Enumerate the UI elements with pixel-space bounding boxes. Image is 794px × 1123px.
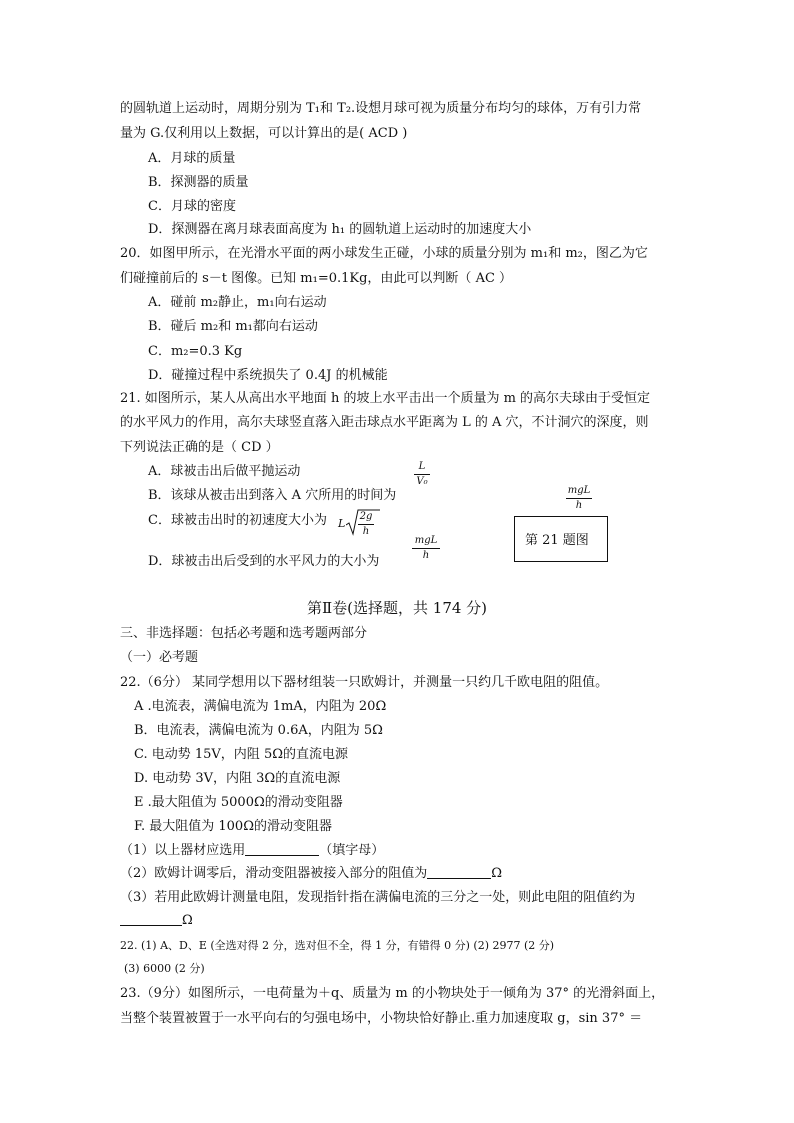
q22-option-e: E .最大阻值为 5000Ω的滑动变阻器 xyxy=(134,795,343,810)
answer-blank[interactable] xyxy=(427,866,491,879)
q20-line-1: 20．如图甲所示，在光滑水平面的两小球发生正碰，小球的质量分别为 m₁和 m₂，图乙为它 xyxy=(120,246,648,261)
fraction-denominator: h xyxy=(575,500,583,511)
q22-option-f: F. 最大阻值为 100Ω的滑动变阻器 xyxy=(134,819,332,834)
q21-line-3: 下列说法正确的是（ CD ） xyxy=(120,440,279,455)
fraction-numerator: L xyxy=(418,461,426,472)
fraction-numerator: mgL xyxy=(414,535,438,546)
q21-option-c: C．球被击出时的初速度大小为 xyxy=(148,513,327,528)
q20-line-2: 们碰撞前后的 s－t 图像。已知 m₁=0.1Kg，由此可以判断（ AC ） xyxy=(120,271,513,286)
q21-fraction-b xyxy=(566,485,592,512)
q20-option-d: D．碰撞过程中系统损失了 0.4J 的机械能 xyxy=(148,368,388,383)
q20-option-a: A．碰前 m₂静止，m₁向右运动 xyxy=(148,295,327,310)
q22-sub-2 xyxy=(120,866,502,882)
q22-sub-1-suffix: （填字母） xyxy=(319,843,385,858)
q21-option-b: B．该球从被击出到落入 A 穴所用的时间为 xyxy=(148,488,397,503)
fraction-numerator: 2g xyxy=(359,511,373,522)
q22-stem: 22.（6分） 某同学想用以下器材组装一只欧姆计，并测量一只约几千欧电阻的阻值。 xyxy=(120,675,609,690)
q19-option-d: D．探测器在离月球表面高度为 h₁ 的圆轨道上运动时的加速度大小 xyxy=(148,222,532,237)
q22-sub-1-text: （1）以上器材应选用 xyxy=(120,843,246,858)
section-title: 第Ⅱ卷(选择题，共 174 分) xyxy=(306,599,488,617)
q22-sub-3-unit: Ω xyxy=(182,913,193,928)
figure-21-box xyxy=(514,516,608,562)
q21-line-2: 的水平风力的作用，高尔夫球竖直落入距击球点水平距离为 L 的 A 穴，不计洞穴的深度，则 xyxy=(120,415,649,430)
q20-option-b: B．碰后 m₂和 m₁都向右运动 xyxy=(148,319,318,334)
fraction-denominator: h xyxy=(422,550,430,561)
part-3-heading: 三、非选择题：包括必考题和选考题两部分 xyxy=(120,626,368,641)
answer-blank[interactable] xyxy=(120,913,182,926)
answer-blank[interactable] xyxy=(245,843,319,856)
q22-sub-3-line-2 xyxy=(120,913,193,929)
part-required-heading: （一）必考题 xyxy=(120,650,199,665)
q22-answer-line-1: 22. (1) A、D、E (全选对得 2 分，选对但不全，得 1 分，有错得 0 分) (2) 2977 (2 分) xyxy=(120,939,555,952)
q22-sub-2-unit: Ω xyxy=(491,866,503,881)
q19-option-b: B．探测器的质量 xyxy=(148,175,249,190)
fraction-numerator: mgL xyxy=(567,485,591,496)
q22-option-c: C. 电动势 15V，内阻 5Ω的直流电源 xyxy=(134,747,348,762)
q20-option-c: C．m₂=0.3 Kg xyxy=(148,344,243,359)
q22-option-b: B．电流表，满偏电流为 0.6A，内阻为 5Ω xyxy=(134,723,383,738)
q19-option-c: C．月球的密度 xyxy=(148,199,236,214)
q22-answer-line-2: (3) 6000 (2 分) xyxy=(124,962,205,975)
q22-option-d: D. 电动势 3V，内阻 3Ω的直流电源 xyxy=(134,771,341,786)
q19-line-1: 的圆轨道上运动时，周期分别为 T₁和 T₂.设想月球可视为质量分布均匀的球体，万有引力常 xyxy=(120,101,642,116)
q21-fraction-a xyxy=(414,461,430,488)
fraction-denominator: V₀ xyxy=(416,476,428,487)
q21-fraction-d xyxy=(412,535,440,562)
sqrt-coefficient: L xyxy=(338,517,346,530)
q21-line-1: 21. 如图所示，某人从高出水平地面 h 的坡上水平击出一个质量为 m 的高尔夫球由于受恒定 xyxy=(120,391,651,406)
q21-option-a: A．球被击出后做平抛运动 xyxy=(148,464,301,479)
q23-line-2: 当整个装置被置于一水平向右的匀强电场中，小物块恰好静止.重力加速度取 g，sin 37° ＝ xyxy=(120,1011,643,1026)
q22-sub-3-line-1: （3）若用此欧姆计测量电阻，发现指针指在满偏电流的三分之一处，则此电阻的阻值约为 xyxy=(120,890,636,905)
q21-option-d: D．球被击出后受到的水平风力的大小为 xyxy=(148,554,380,569)
figure-21-label: 第 21 题图 xyxy=(525,533,589,548)
q22-option-a: A .电流表，满偏电流为 1mA，内阻为 20Ω xyxy=(134,699,387,714)
q19-option-a: A．月球的质量 xyxy=(148,151,236,166)
sqrt-fraction xyxy=(358,511,374,538)
q19-line-2: 量为 G.仅利用以上数据，可以计算出的是( ACD ) xyxy=(120,126,408,141)
q23-line-1: 23.（9分）如图所示，一电荷量为＋q、质量为 m 的小物块处于一倾角为 37° 的光滑斜面上， xyxy=(120,986,665,1001)
q22-sub-1 xyxy=(120,843,384,859)
q22-sub-2-text: （2）欧姆计调零后，滑动变阻器被接入部分的阻值为 xyxy=(120,866,428,881)
fraction-denominator: h xyxy=(362,526,370,537)
